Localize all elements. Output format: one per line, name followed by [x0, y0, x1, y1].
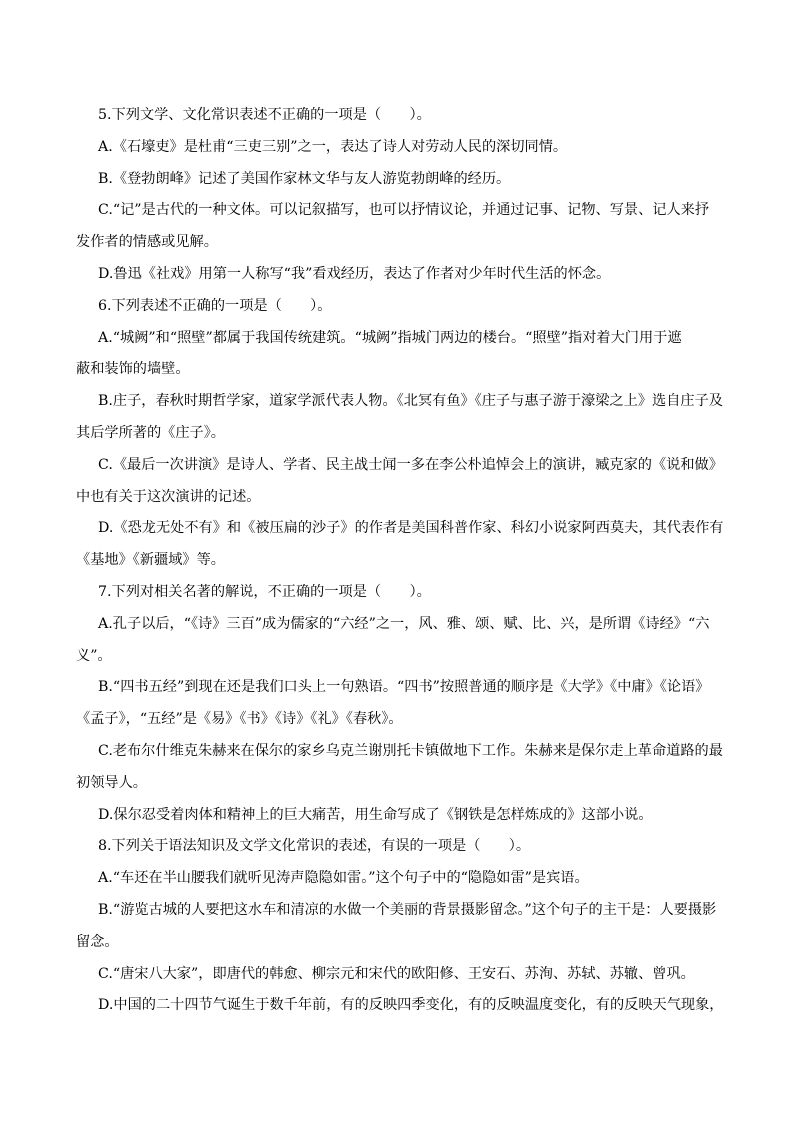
question-5-option-c-line2: 发作者的情感或见解。	[76, 234, 218, 251]
question-5-stem: 5.下列文学、文化常识表述不正确的一项是（ ）。	[98, 107, 431, 123]
question-5-option-a: A.《石壕吏》是杜甫“三吏三别”之一，表达了诗人对劳动人民的深切同情。	[98, 138, 568, 155]
question-7-option-b-line2: 《孟子》，“五经”是《易》《书》《诗》《礼》《春秋》。	[76, 711, 403, 728]
question-5-option-d: D.鲁迅《社戏》用第一人称写“我”看戏经历，表达了作者对少年时代生活的怀念。	[98, 265, 611, 282]
question-7-option-a-line2: 义”。	[76, 647, 112, 664]
question-5-option-c-line1: C.“记”是古代的一种文体。可以记叙描写，也可以抒情议论，并通过记事、记物、写景、记人来抒	[98, 202, 710, 219]
question-8-option-c: C.“唐宋八大家”，即唐代的韩愈、柳宗元和宋代的欧阳修、王安石、苏洵、苏轼、苏辙、曾巩。	[98, 965, 695, 982]
question-6-option-d-line1: D.《恐龙无处不有》和《被压扁的沙子》的作者是美国科普作家、科幻小说家阿西莫夫，其代表作有	[98, 520, 724, 537]
question-7-option-c-line2: 初领导人。	[76, 774, 147, 791]
question-7-option-c-line1: C.老布尔什维克朱赫来在保尔的家乡乌克兰谢別托卡镇做地下工作。朱赫来是保尔走上革命道路的最	[98, 742, 723, 759]
question-6-stem: 6.下列表述不正确的一项是（ ）。	[98, 297, 332, 314]
question-5-option-b: B.《登勃朗峰》记述了美国作家林文华与友人游览勃朗峰的经历。	[98, 170, 511, 187]
question-7-option-d: D.保尔忍受着肉体和精神上的巨大痛苦，用生命写成了《钢铁是怎样炼成的》这部小说。	[98, 806, 653, 823]
question-6-option-a-line2: 蔽和装饰的墙壁。	[76, 361, 190, 378]
question-7-option-a-line1: A.孔子以后，“《诗》三百”成为儒家的“六经”之一，风、雅、颂、赋、比、兴，是所谓《诗经》“六	[98, 615, 710, 632]
question-6-option-a-line1: A.“城阙”和“照壁”都属于我国传统建筑。“城阙”指城门两边的楼台。“照壁”指对着大门用于遮	[98, 329, 682, 346]
question-8-option-a: A.“车还在半山腰我们就听见涛声隐隐如雷。”这个句子中的“隐隐如雷”是宾语。	[98, 870, 589, 887]
question-7-stem: 7.下列对相关名著的解说，不正确的一项是（ ）。	[98, 583, 431, 600]
question-8-option-d-line1: D.中国的二十四节气诞生于数千年前，有的反映四季变化，有的反映温度变化，有的反映天气现象，	[98, 997, 724, 1014]
question-8-option-b-line2: 留念。	[76, 933, 119, 950]
document-content	[76, 100, 724, 1022]
question-8-stem: 8.下列关于语法知识及文学文化常识的表述，有误的一项是（ ）。	[98, 838, 531, 855]
question-8-option-b-line1: B.“游览古城的人要把这水车和清凉的水做一个美丽的背景摄影留念。”这个句子的主干是：人要摄影	[98, 901, 717, 918]
question-6-option-b-line2: 其后学所著的《庄子》。	[76, 424, 225, 441]
question-6-option-b-line1: B.庄子，春秋时期哲学家，道家学派代表人物。《北冥有鱼》《庄子与惠子游于濠梁之上》选自庄子及	[98, 393, 723, 410]
question-7-option-b-line1: B.“四书五经”到现在还是我们口头上一句熟语。“四书”按照普通的顺序是《大学》《中庸》《论语》	[98, 679, 710, 696]
question-6-option-d-line2: 《基地》《新疆域》等。	[76, 552, 225, 569]
question-6-option-c-line2: 中也有关于这次演讲的记述。	[76, 488, 261, 505]
question-6-option-c-line1: C.《最后一次讲演》是诗人、学者、民主战士闻一多在李公朴追悼会上的演讲，臧克家的《说和做》	[98, 456, 723, 473]
